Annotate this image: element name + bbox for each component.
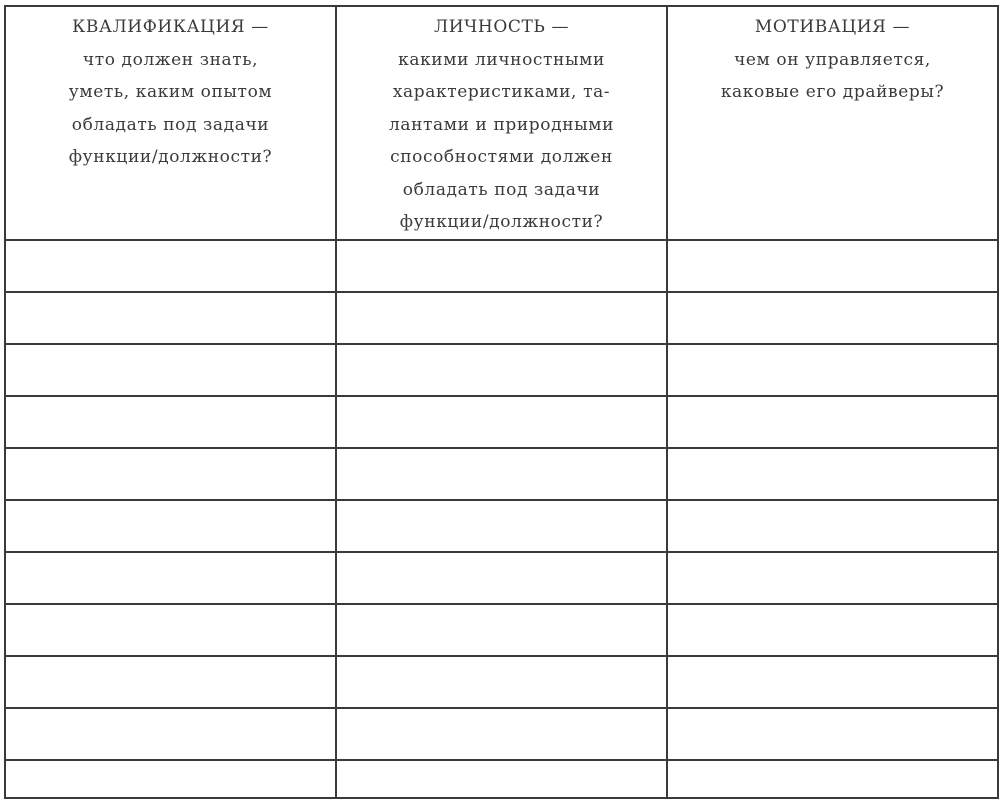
empty-cell[interactable] <box>667 552 998 604</box>
empty-cell[interactable] <box>336 500 667 552</box>
header-row <box>5 6 998 240</box>
empty-cell[interactable] <box>5 240 336 292</box>
empty-cell[interactable] <box>336 344 667 396</box>
header-line: ЛИЧНОСТЬ — <box>433 17 570 37</box>
empty-cell[interactable] <box>667 760 998 798</box>
empty-cell[interactable] <box>336 396 667 448</box>
empty-cell[interactable] <box>667 604 998 656</box>
table-row <box>5 240 998 292</box>
competency-table <box>4 5 999 799</box>
empty-cell[interactable] <box>5 708 336 760</box>
table-body <box>5 240 998 798</box>
table-row <box>5 448 998 500</box>
table-row <box>5 552 998 604</box>
empty-cell[interactable] <box>5 500 336 552</box>
empty-cell[interactable] <box>336 292 667 344</box>
empty-cell[interactable] <box>667 500 998 552</box>
header-line: МОТИВАЦИЯ — <box>754 17 911 37</box>
empty-cell[interactable] <box>667 344 998 396</box>
empty-cell[interactable] <box>5 604 336 656</box>
empty-cell[interactable] <box>5 552 336 604</box>
empty-cell[interactable] <box>667 708 998 760</box>
empty-cell[interactable] <box>5 760 336 798</box>
header-line: уметь, каким опытом <box>68 82 273 102</box>
table-row <box>5 760 998 798</box>
header-motivation <box>667 6 998 240</box>
empty-cell[interactable] <box>336 240 667 292</box>
table-row <box>5 344 998 396</box>
table-row <box>5 396 998 448</box>
empty-cell[interactable] <box>5 344 336 396</box>
header-line: каковые его драйверы? <box>720 82 945 102</box>
header-line: обладать под задачи <box>402 179 601 200</box>
header-qualification <box>5 6 336 240</box>
empty-cell[interactable] <box>667 448 998 500</box>
empty-cell[interactable] <box>667 656 998 708</box>
header-line: способностями должен <box>390 147 613 167</box>
table-row <box>5 656 998 708</box>
empty-cell[interactable] <box>336 760 667 798</box>
table-row <box>5 708 998 760</box>
empty-cell[interactable] <box>336 604 667 656</box>
header-line: обладать под задачи <box>71 114 270 135</box>
empty-cell[interactable] <box>667 292 998 344</box>
header-personality <box>336 6 667 240</box>
header-line: характеристиками, та- <box>392 82 611 102</box>
empty-cell[interactable] <box>336 708 667 760</box>
empty-cell[interactable] <box>667 396 998 448</box>
empty-cell[interactable] <box>5 396 336 448</box>
empty-cell[interactable] <box>667 240 998 292</box>
empty-cell[interactable] <box>336 656 667 708</box>
header-line: КВАЛИФИКАЦИЯ — <box>72 17 269 37</box>
header-line: чем он управляется, <box>734 49 931 70</box>
header-line: функции/должности? <box>68 147 273 167</box>
header-line: лантами и природными <box>388 114 615 135</box>
table-row <box>5 604 998 656</box>
table-row <box>5 500 998 552</box>
table-row <box>5 292 998 344</box>
empty-cell[interactable] <box>5 292 336 344</box>
empty-cell[interactable] <box>5 448 336 500</box>
empty-cell[interactable] <box>5 656 336 708</box>
empty-cell[interactable] <box>336 448 667 500</box>
header-line: какими личностными <box>398 49 605 70</box>
empty-cell[interactable] <box>336 552 667 604</box>
header-line: функции/должности? <box>399 212 604 232</box>
header-line: что должен знать, <box>82 49 259 70</box>
